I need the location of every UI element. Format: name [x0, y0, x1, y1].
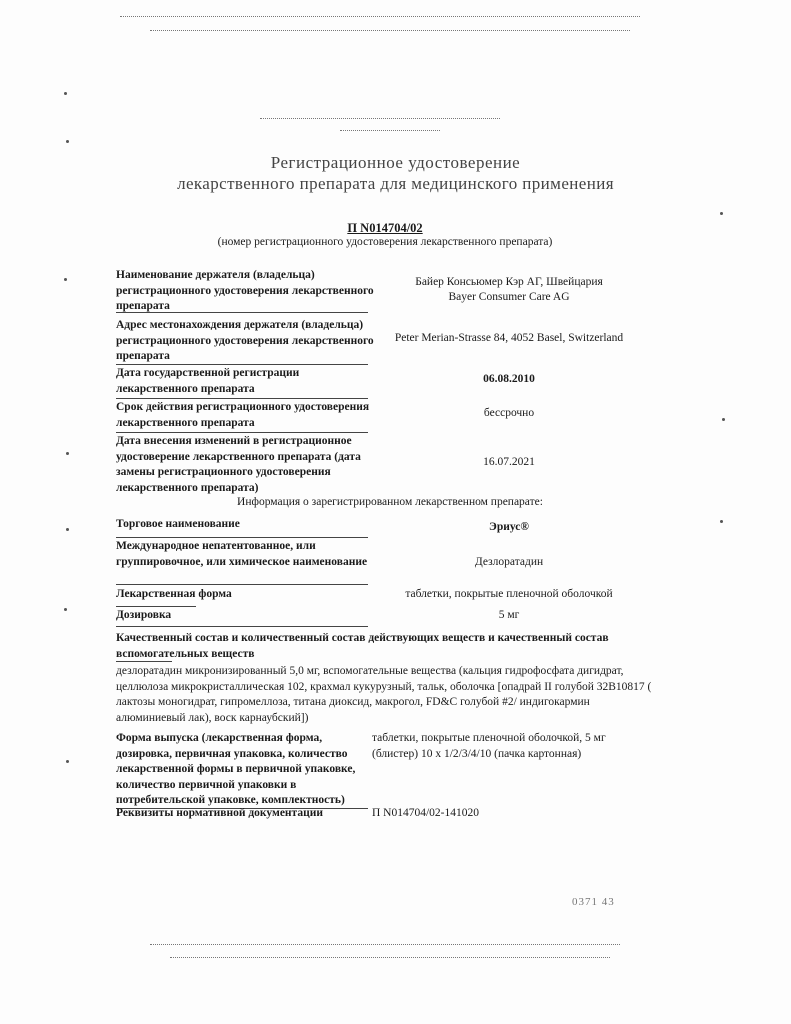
inn-label: Международное непатентованное, или группировочное, или химическое наименование [116, 540, 368, 568]
holder-address-value: Peter Merian-Strasse 84, 4052 Basel, Switzerland [394, 332, 624, 344]
validity-value: бессрочно [483, 407, 535, 419]
scan-noise-top-2 [150, 30, 630, 31]
trade-name-value: Эриус® [489, 521, 529, 533]
title-line-2: лекарственного препарата для медицинского применения [177, 174, 614, 193]
row-divider [116, 312, 368, 313]
scan-noise-header [260, 118, 500, 119]
scan-speck [66, 452, 69, 455]
scan-speck [722, 418, 725, 421]
registration-caption: (номер регистрационного удостоверения лекарственного препарата) [217, 236, 553, 248]
page-stamp: 0371 43 [572, 896, 615, 908]
product-info-header: Информация о зарегистрированном лекарственном препарате: [237, 496, 543, 508]
release-form-value: таблетки, покрытые пленочной оболочкой, 5 мг (блистер) 10 х 1/2/3/4/10 (пачка картонная) [372, 732, 606, 760]
scan-speck [64, 92, 67, 95]
row-divider [116, 661, 172, 662]
dosage-form-label: Лекарственная форма [116, 588, 232, 600]
scan-speck [66, 760, 69, 763]
document-title [90, 152, 701, 194]
scan-speck [66, 528, 69, 531]
registration-date-value: 06.08.2010 [483, 373, 535, 385]
row-divider [116, 606, 196, 607]
holder-address-label: Адрес местонахождения держателя (владельца) регистрационного удостоверения лекарственного препарата [116, 319, 374, 362]
scan-speck [720, 212, 723, 215]
dosage-value: 5 мг [498, 609, 520, 621]
title-line-1: Регистрационное удостоверение [270, 153, 521, 172]
trade-name-label: Торговое наименование [116, 518, 240, 530]
row-divider [116, 398, 368, 399]
changes-date-label: Дата внесения изменений в регистрационное удостоверение лекарственного препарата (дата замены регистрационного удостоверения лекарственного препарата) [116, 435, 361, 494]
dosage-form-value: таблетки, покрытые пленочной оболочкой [405, 588, 613, 600]
release-form-label: Форма выпуска (лекарственная форма, дозировка, первичная упаковка, количество лекарственной формы в первичной упаковке, количество первичной упаковки в потребительской упаковке, комплектность) [116, 732, 356, 806]
inn-value: Дезлоратадин [474, 556, 544, 568]
scan-speck [64, 278, 67, 281]
composition-label: Качественный состав и количественный состав действующих веществ и качественный состав вспомогательных веществ [116, 632, 609, 660]
scan-noise-header-2 [340, 130, 440, 131]
row-divider [116, 537, 368, 538]
scan-noise-bottom-2 [170, 957, 610, 958]
holder-name-en: Bayer Consumer Care AG [448, 291, 570, 303]
scan-speck [64, 608, 67, 611]
changes-date-value: 16.07.2021 [483, 456, 535, 468]
holder-name-ru: Байер Консьюмер Кэр АГ, Швейцария [415, 276, 603, 288]
scan-speck [66, 140, 69, 143]
composition-text: дезлоратадин микронизированный 5,0 мг, вспомогательные вещества (кальция гидрофосфата дигидрат, целлюлоза микрокристаллическая 102, крахмал кукурузный, тальк, оболочка [опадрай II голубой 32В10817 ( лактозы моногидрат, гипромеллоза, титана диоксид, макрогол, FD&C голубой #2/ индигокармин алюминиевый лак), воск карнаубский]) [116, 665, 652, 724]
row-divider [116, 584, 368, 585]
registration-number: П N014704/02 [347, 221, 423, 235]
registration-date-label: Дата государственной регистрации лекарственного препарата [116, 367, 300, 395]
scan-speck [720, 520, 723, 523]
normative-doc-label: Реквизиты нормативной документации [116, 807, 323, 819]
dosage-label: Дозировка [116, 609, 172, 621]
row-divider [116, 432, 368, 433]
validity-label: Срок действия регистрационного удостоверения лекарственного препарата [116, 401, 370, 429]
normative-doc-value: П N014704/02-141020 [372, 807, 480, 819]
row-divider [116, 364, 368, 365]
row-divider [116, 626, 368, 627]
scan-noise-bottom [150, 944, 620, 945]
holder-name-label: Наименование держателя (владельца) регистрационного удостоверения лекарственного препарата [116, 269, 374, 312]
scan-noise-top [120, 16, 640, 17]
